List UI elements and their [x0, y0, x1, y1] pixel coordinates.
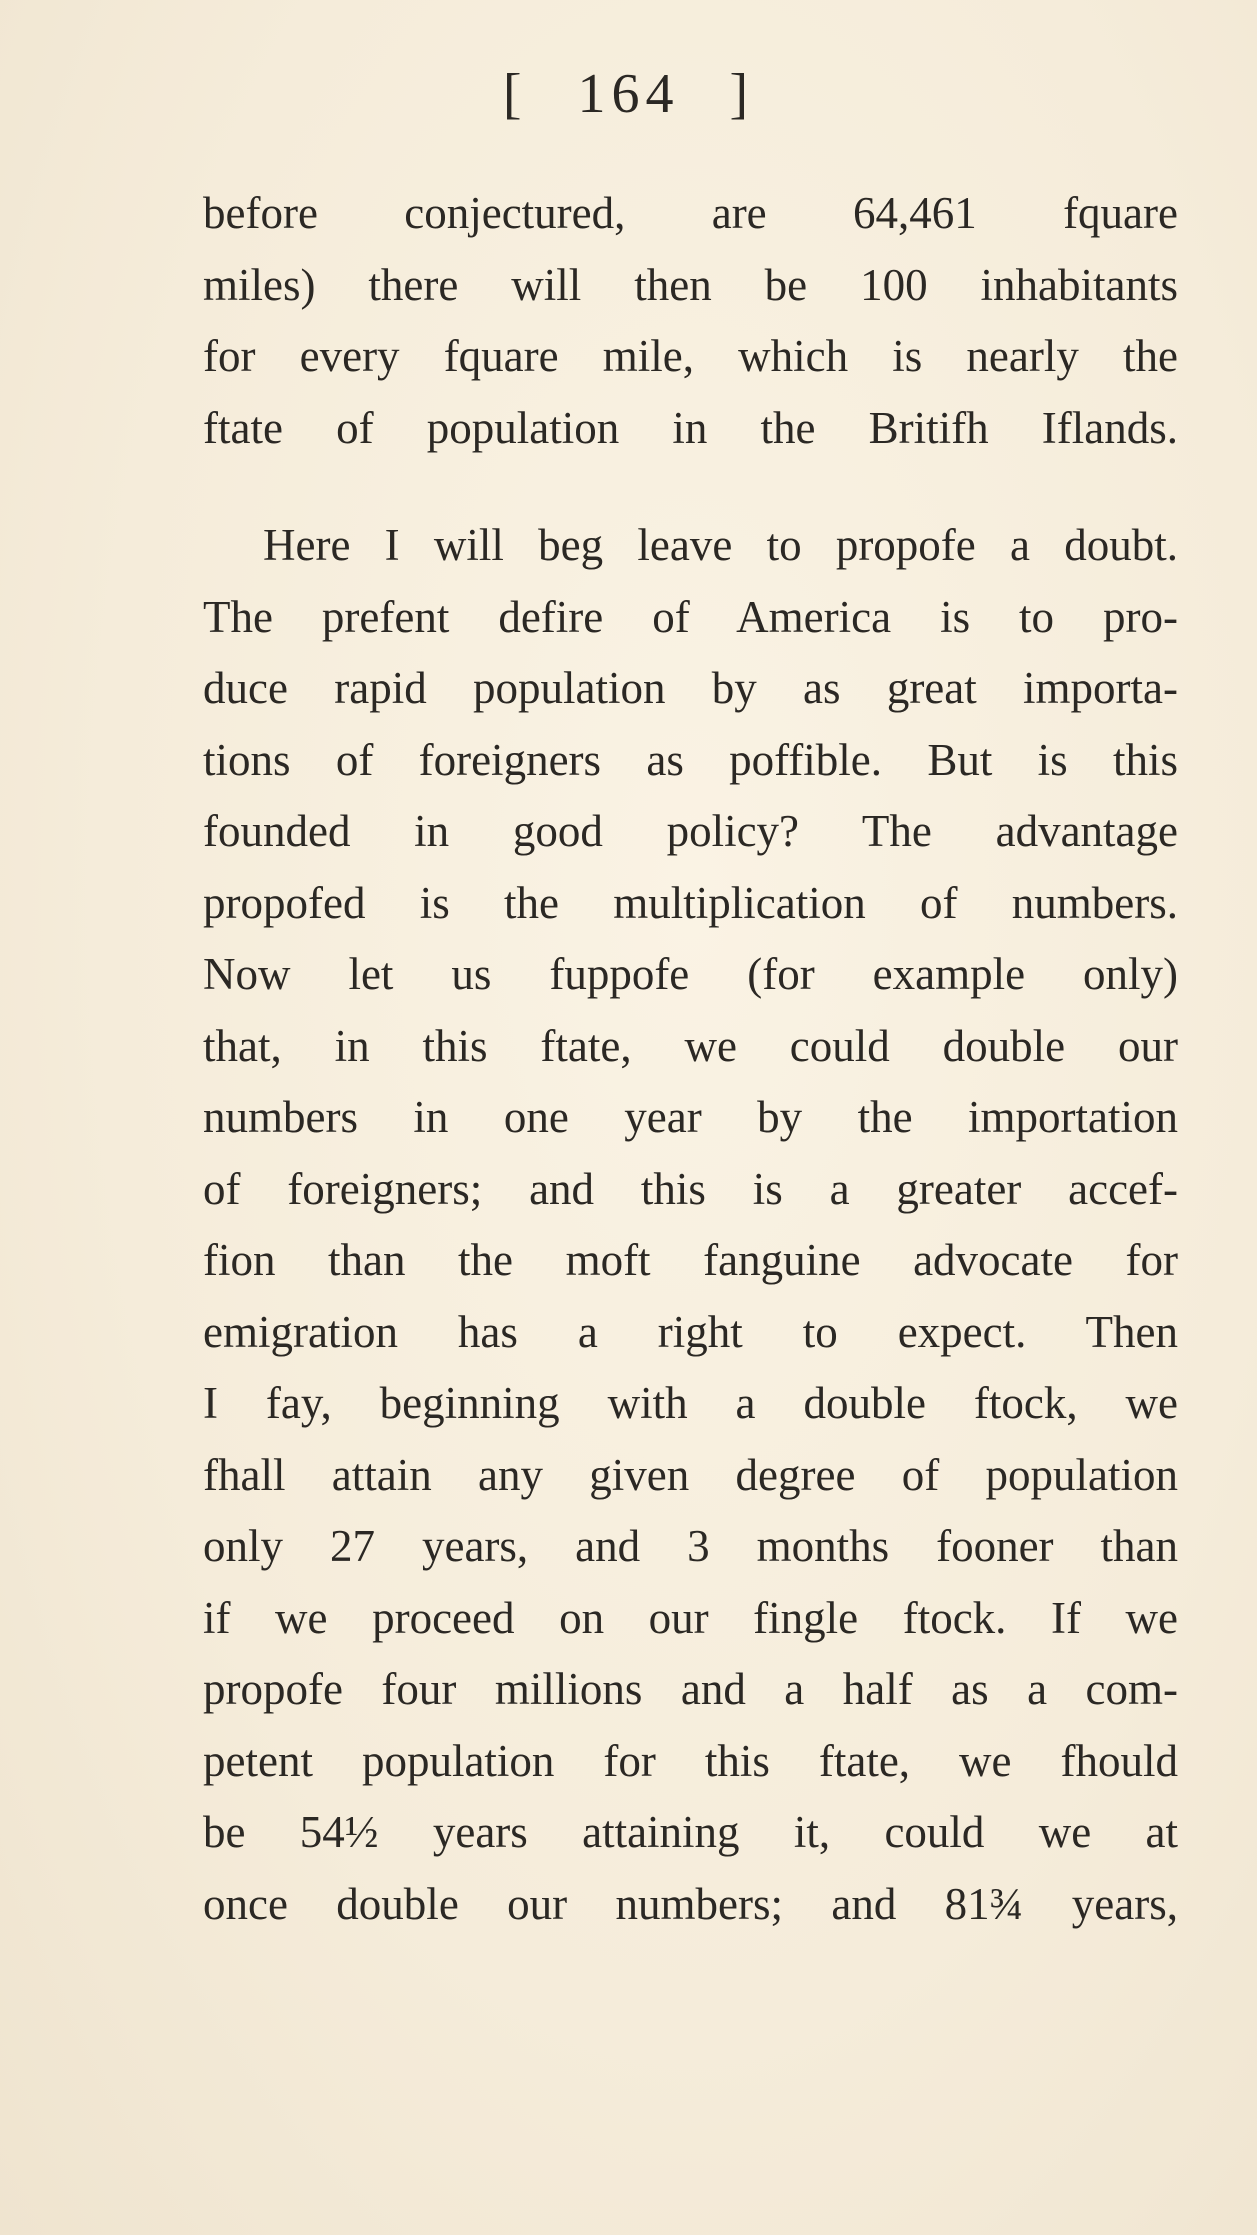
text-line: ftate of population in the Britifh Iflands.	[203, 402, 1178, 453]
text-line: emigration has a right to expect. Then	[203, 1306, 1178, 1357]
text-line: once double our numbers; and 81¾ years,	[203, 1878, 1178, 1929]
text-line: if we proceed on our fingle ftock. If we	[203, 1592, 1178, 1643]
text-line: only 27 years, and 3 months fooner than	[203, 1521, 1178, 1571]
text-line: propofe four millions and a half as a com-	[203, 1664, 1178, 1714]
text-line: numbers in one year by the importation	[203, 1092, 1178, 1142]
text-line: that, in this ftate, we could double our	[203, 1020, 1178, 1071]
text-line: fion than the moft fanguine advocate for	[203, 1235, 1178, 1285]
page-number: [ 164 ]	[502, 63, 755, 125]
text-line: of foreigners; and this is a greater accef-	[203, 1163, 1178, 1214]
text-line: for every fquare mile, which is nearly the	[203, 331, 1178, 381]
text-line: Here I will beg leave to propofe a doubt.	[263, 520, 1178, 570]
text-line: petent population for this ftate, we fhould	[203, 1735, 1178, 1786]
text-line: I fay, beginning with a double ftock, we	[203, 1378, 1178, 1428]
paragraph-2	[203, 510, 1178, 1940]
text-line: The prefent defire of America is to pro-	[203, 591, 1178, 642]
text-line: miles) there will then be 100 inhabitants	[203, 259, 1178, 310]
text-line: be 54½ years attaining it, could we at	[203, 1807, 1178, 1857]
text-line: duce rapid population by as great importa-	[203, 663, 1178, 713]
text-line: Now let us fuppofe (for example only)	[203, 949, 1178, 999]
text-line: propofed is the multiplication of numbers.	[203, 877, 1178, 928]
text-line: before conjectured, are 64,461 fquare	[203, 188, 1178, 238]
text-line: fhall attain any given degree of population	[203, 1449, 1178, 1500]
text-line: tions of foreigners as poffible. But is this	[203, 734, 1178, 785]
paragraph-1	[203, 178, 1178, 464]
text-line: founded in good policy? The advantage	[203, 806, 1178, 856]
